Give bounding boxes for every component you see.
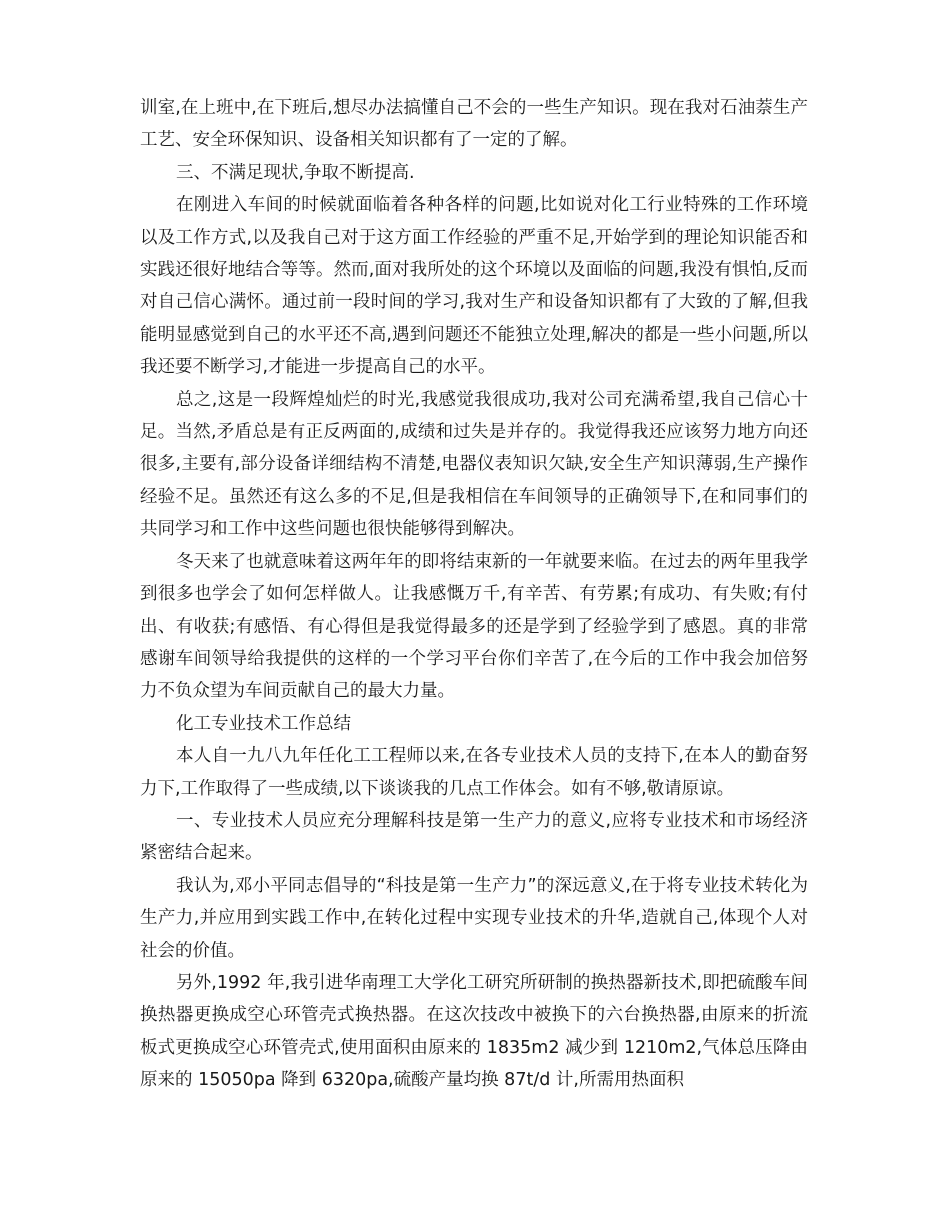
- document-title: 化工专业技术工作总结: [176, 713, 351, 734]
- paragraph-2: 在刚进入车间的时候就面临着各种各样的问题,比如说对化工行业特殊的工作环境以及工作方式,以及我自己对于这方面工作经验的严重不足,开始学到的理论知识能否和实践还很好地结合等等。然而,面对我所处的这个环境以及面临的问题,我没有惧怕,反而对自己信心满怀。通过前一段时间的学习,我对生产和设备知识都有了大致的了解,但我能明显感觉到自己的水平还不高,遇到问题还不能独立处理,解决的都是一些小问题,所以我还要不断学习,才能进一步提高自己的水平。: [140, 195, 808, 378]
- paragraph-3: 总之,这是一段辉煌灿烂的时光,我感觉我很成功,我对公司充满希望,我自己信心十足。当然,矛盾总是有正反两面的,成绩和过失是并存的。我觉得我还应该努力地方向还很多,主要有,部分设备详细结构不清楚,电器仪表知识欠缺,安全生产知识薄弱,生产操作经验不足。虽然还有这么多的不足,但是我相信在车间领导的正确领导下,在和同事们的共同学习和工作中这些问题也很快能够得到解决。: [140, 389, 808, 540]
- paragraph-1: 训室,在上班中,在下班后,想尽办法搞懂自己不会的一些生产知识。现在我对石油萘生产工艺、安全环保知识、设备相关知识都有了一定的了解。: [140, 98, 808, 151]
- paragraph-4: 冬天来了也就意味着这两年年的即将结束新的一年就要来临。在过去的两年里我学到很多也学会了如何怎样做人。让我感慨万千,有辛苦、有劳累;有成功、有失败;有付出、有收获;有感悟、有心得但是我觉得最多的还是学到了经验学到了感恩。真的非常感谢车间领导给我提供的这样的一个学习平台你们辛苦了,在今后的工作中我会加倍努力不负众望为车间贡献自己的最大力量。: [140, 551, 808, 702]
- document-page: [140, 92, 808, 1097]
- section-heading-3: 三、不满足现状,争取不断提高.: [176, 162, 415, 183]
- paragraph-5: 本人自一九八九年任化工工程师以来,在各专业技术人员的支持下,在本人的勤奋努力下,工作取得了一些成绩,以下谈谈我的几点工作体会。如有不够,敬请原谅。: [140, 746, 808, 799]
- paragraph-7: 另外,1992 年,我引进华南理工大学化工研究所研制的换热器新技术,即把硫酸车间换热器更换成空心环管壳式换热器。在这次技改中被换下的六台换热器,由原来的折流板式更换成空心环管壳式,使用面积由原来的 1835m2 减少到 1210m2,气体总压降由原来的 15050pa 降到 6320pa,硫酸产量均换 87t/d 计,所需用热面积: [140, 972, 808, 1091]
- paragraph-6: 我认为,邓小平同志倡导的“科技是第一生产力”的深远意义,在于将专业技术转化为生产力,并应用到实践工作中,在转化过程中实现专业技术的升华,造就自己,体现个人对社会的价值。: [140, 875, 808, 961]
- section-heading-1: 一、专业技术人员应充分理解科技是第一生产力的意义,应将专业技术和市场经济紧密结合起来。: [140, 810, 808, 864]
